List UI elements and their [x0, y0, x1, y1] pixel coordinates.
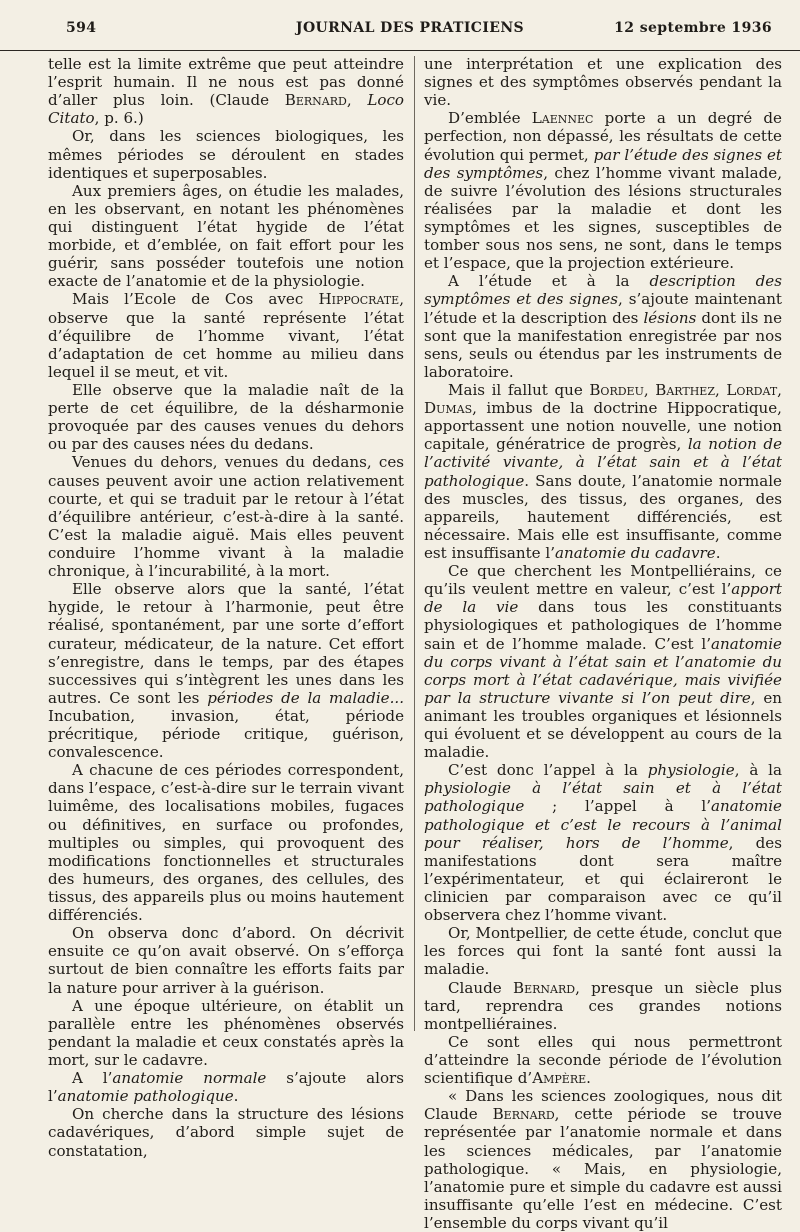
text-run: apport de la vie [424, 580, 782, 617]
paragraph [48, 127, 404, 181]
paragraph [48, 453, 404, 580]
text-run: , [643, 380, 656, 399]
text-run: Elle observe que la maladie naît de la perte de cet équilibre, de la désharmonie provoquée par des causes venues du dehors ou par des causes nées du dedans. [48, 380, 404, 454]
text-run: anatomie du corps vivant à l’état sain et l’anatomie du corps mort à l’état cadavérique, mais vivifiée par la structure vivante si l’on peut dire [424, 634, 782, 707]
paragraph [48, 1105, 404, 1159]
text-run: . Sans doute, l’anatomie normale des muscles, des tissus, des organes, des appareils, hautement différenciés, est nécessaire. Mais elle est insuffisante, comme est insuffisante l’ [424, 471, 782, 562]
text-run: s’ajoute alors l’ [48, 1069, 404, 1106]
text-run: , imbus de la doctrine Hippocratique, apportassent une notion nouvelle, une notion capitale, génératrice de progrès, [424, 399, 782, 454]
text-run: Mais il fallut que [448, 380, 590, 399]
text-run: . [715, 543, 721, 562]
journal-title: JOURNAL DES PRATICIENS [295, 20, 525, 36]
text-run: Claude [448, 978, 513, 997]
text-run: Lordat [726, 380, 778, 399]
text-run: physiologie [647, 761, 735, 780]
text-run: On cherche dans la structure des lésions cadavériques, d’abord simple sujet de constatation, [48, 1105, 404, 1160]
text-run: physiologie à l’état sain et à l’état pathologique [424, 779, 782, 816]
text-run: On observa donc d’abord. On décrivit ensuite ce qu’on avait observé. On s’efforça surtout de bien connaître les efforts faits par la nature pour arriver à la guérison. [48, 924, 404, 997]
column-divider [414, 56, 415, 1031]
paragraph [48, 761, 404, 924]
paragraph [424, 761, 782, 924]
text-run: . [586, 1069, 591, 1088]
text-run: , presque un siècle plus tard, reprendra ces grandes notions montpelliéraines. [424, 978, 782, 1033]
text-run: anatomie pathologique et c’est le recours à l’animal pour réaliser, hors de l’homme [424, 797, 782, 852]
paragraph [424, 924, 782, 978]
text-run: Or, dans les sciences biologiques, les mêmes périodes se déroulent en stades identiques et superposables. [48, 127, 404, 182]
paragraph [424, 1033, 782, 1087]
paragraph [48, 1069, 404, 1105]
text-run: Aux premiers âges, on étudie les malades, en les observant, en notant les phénomènes qui distinguent l’état hygide de l’état morbide, et d’emblée, on fait effort pour les guérir, sans posséder toutefois une notion exacte de l’anatomie et de la physiologie. [48, 181, 404, 291]
text-run: anatomie pathologique [57, 1087, 234, 1106]
text-run: A chacune de ces périodes correspondent, dans l’espace, c’est-à-dire sur le terrain vivant luimême, des localisations mobiles, fugaces ou définitives, en surface ou profondes, multiples ou simples, qui provoquent des modifications fonctionnelles et structurales des humeurs, des organes, des cellules, des tissus, des appareils plus ou moins hautement différenciés. [48, 761, 404, 925]
header-rule [0, 50, 800, 51]
paragraph [48, 580, 404, 761]
issue-date: 12 septembre 1936 [614, 20, 772, 36]
text-run: périodes de la maladie... [207, 688, 404, 707]
paragraph [424, 562, 782, 761]
text-run: , des manifestations dont sera maître l’expérimentateur, et qui éclaireront le clinicien par comparaison avec ce qu’il observera chez l’homme vivant. [424, 833, 782, 925]
paragraph [424, 381, 782, 562]
text-run: Incubation, invasion, état, période précritique, période critique, guérison, convalescence. [48, 706, 404, 762]
text-run: Ce que cherchent les Montpelliérains, ce qu’ils veulent mettre en valeur, c’est l’ [424, 562, 782, 599]
text-run: , observe que la santé représente l’état d’équilibre de l’homme vivant, l’état d’adaptation de cet homme au milieu dans lequel il se meut, et vit. [48, 290, 404, 381]
text-run: la notion de l’activité vivante, à l’état sain et à l’état pathologique [424, 435, 782, 490]
text-run: telle est la limite extrême que peut atteindre l’esprit humain. Il ne nous est pas donné d’aller plus loin. (Claude [48, 55, 404, 110]
text-run: A l’ [72, 1069, 113, 1088]
text-run: Bernard [492, 1105, 555, 1124]
text-run: Bordeu [589, 380, 644, 399]
right-column [424, 55, 783, 1232]
paragraph [48, 290, 404, 381]
text-run: , [714, 380, 727, 399]
text-run: Mais l’Ecole de Cos avec [72, 290, 319, 309]
paragraph [48, 381, 404, 453]
paragraph [424, 1087, 782, 1232]
text-run: A l’étude et à la [448, 272, 650, 291]
text-run: Ce sont elles qui nous permettront d’atteindre la seconde période de l’évolution scientifique d’ [424, 1032, 782, 1088]
text-run: , en animant les troubles organiques et lésionnels qui évoluent et se développent au cours de la maladie. [424, 688, 783, 762]
left-column [48, 55, 404, 1160]
text-run: dans tous les constituants physiologiques et pathologiques de l’homme sain et de l’homme malade. C’est l’ [424, 598, 782, 653]
text-run: Bernard [284, 91, 347, 110]
text-run: , cette période se trouve représentée par l’anatomie normale et dans les sciences médicales, par l’anatomie pathologique. « Mais, en physiologie, l’anatomie pure et simple du cadavre est aussi insuffisante qu’elle l’est en médecine. C’est l’ensemble du corps vivant qu’il [424, 1105, 782, 1232]
text-run: , [346, 91, 368, 110]
paragraph [48, 182, 404, 291]
text-run: « Dans les sciences zoologiques, nous dit Claude [424, 1087, 782, 1124]
text-run: C’est donc l’appel à la [448, 761, 648, 780]
text-run: dont ils ne sont que la manifestation enregistrée par nos sens, seuls ou étendus par les instruments de laboratoire. [424, 308, 782, 381]
text-run: D’emblée [448, 109, 532, 128]
text-run: Venues du dehors, venues du dedans, ces causes peuvent avoir une action relativement courte, et qui se traduit par le retour à l’état d’équilibre antérieur, c’est-à-dire à la santé. C’est la maladie aiguë. Mais elles peuvent conduire l’homme vivant à la maladie chronique, à l’incurabilité, à la mort. [48, 453, 404, 581]
text-run: , chez l’homme vivant malade, de suivre l’évolution des lésions structurales réalisées par la maladie et dont les symptômes et les signes, susceptibles de tomber sous nos sens, ne sont, dans le temps et l’espace, que la projection extérieure. [424, 163, 782, 273]
text-run: lésions [643, 308, 697, 327]
page-number: 594 [66, 20, 97, 36]
text-run: ; l’appel à l’ [524, 797, 712, 816]
text-run: Dumas [424, 399, 473, 418]
text-run: A une époque ultérieure, on établit un parallèle entre les phénomènes observés pendant la maladie et ceux constatés après la mort, sur le cadavre. [48, 996, 404, 1070]
page-header [38, 14, 782, 38]
text-run: anatomie normale [112, 1069, 267, 1088]
text-run: , [777, 380, 782, 399]
text-run: , à la [734, 761, 782, 780]
text-run: Barthez [655, 380, 715, 399]
text-run: une interprétation et une explication des signes et des symptômes observés pendant la vie. [424, 55, 782, 110]
text-run: Laennec [531, 109, 594, 128]
text-run: , s’ajoute maintenant l’étude et la description des [424, 290, 782, 327]
continued-paragraph [48, 55, 404, 127]
text-run: anatomie du cadavre [555, 543, 716, 562]
text-run: Hippocrate [318, 290, 400, 309]
text-run: description des symptômes et des signes [424, 272, 782, 309]
paragraph [424, 272, 782, 381]
paragraph [48, 924, 404, 996]
text-run: Bernard [512, 978, 576, 997]
text-run: Loco Citato [48, 91, 404, 128]
text-run: Ampère [532, 1069, 587, 1088]
continued-paragraph [424, 55, 782, 109]
paragraph [424, 109, 782, 272]
text-run: , p. 6.) [94, 109, 144, 128]
text-run: Elle observe alors que la santé, l’état hygide, le retour à l’harmonie, peut être réalisé, spontanément, par une sorte d’effort curateur, médicateur, de la nature. Cet effort s’enregistre, dans le temps, par des étapes successives qui s’intègrent les unes dans les autres. Ce sont les [48, 580, 404, 707]
text-run: Or, Montpellier, de cette étude, conclut que les forces qui font la santé font aussi la maladie. [424, 924, 783, 979]
paragraph [48, 997, 404, 1069]
paragraph [424, 979, 782, 1033]
text-run: par l’étude des signes et des symptômes [424, 145, 782, 182]
text-run: porte a un degré de perfection, non dépassé, les résultats de cette évolution qui permet, [424, 109, 782, 164]
text-run: . [233, 1087, 239, 1106]
